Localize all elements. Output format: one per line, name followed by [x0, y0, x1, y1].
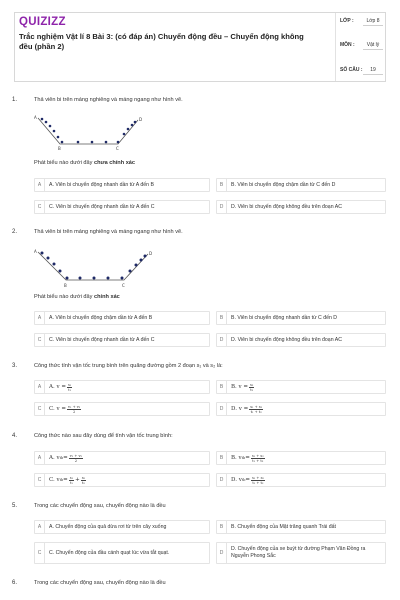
question-1-number: 1.: [12, 97, 18, 103]
formula-equals: =: [245, 476, 250, 483]
option-letter: B: [217, 179, 227, 191]
option-letter: D: [217, 403, 227, 415]
option-letter: A: [35, 521, 45, 533]
figure-label-d: D: [149, 251, 153, 256]
worksheet-header: [14, 12, 386, 82]
option-text: D. Viên bi chuyển động không đều trên đoạn AC: [231, 203, 342, 210]
formula-plus: +: [75, 476, 80, 483]
option-formula: [231, 474, 383, 486]
quizizz-logo: QUIZIZZ: [19, 16, 66, 28]
formula-lead: C. v: [49, 476, 60, 483]
question-5-option-c[interactable]: [34, 542, 210, 564]
meta-subject: [337, 41, 385, 59]
option-text: A. Chuyển động của quả dừa rơi từ trên cây xuống: [49, 523, 167, 530]
option-text: D. Viên bi chuyển động không đều trên đoạn AC: [231, 336, 342, 343]
option-letter: D: [217, 334, 227, 346]
option-text: B. Viên bi chuyển động nhanh dần từ C đến D: [231, 314, 338, 321]
option-text: B. Viên bi chuyển động chậm dần từ C đến D: [231, 181, 336, 188]
question-3-text: Công thức tính vận tốc trung bình trên quãng đường gồm 2 đoạn s₁ và s₂ là:: [34, 363, 223, 369]
option-letter: A: [35, 452, 45, 464]
formula-fraction: [249, 405, 263, 414]
formula-lead: B. v: [231, 454, 242, 461]
option-letter: C: [35, 474, 45, 486]
prompt-emphasis: chính xác: [93, 294, 120, 300]
question-4-option-c[interactable]: [34, 473, 210, 487]
option-text: C. Chuyển động của đầu cánh quạt lúc vừa tắt quạt.: [49, 549, 170, 556]
class-value: Lớp 8: [363, 18, 383, 26]
question-2-number: 2.: [12, 229, 18, 235]
option-letter: A: [35, 381, 45, 393]
figure-label-b: B: [58, 146, 61, 151]
formula-equals: =: [245, 454, 250, 461]
option-letter: B: [217, 521, 227, 533]
question-2-prompt: [34, 294, 120, 300]
figure-label-b: B: [64, 283, 67, 288]
formula-fraction: [69, 476, 74, 485]
count-value: 19: [363, 67, 383, 75]
formula-subscript: tb: [241, 477, 246, 482]
question-2-text: Thả viên bi trên máng nghiêng và máng ngang như hình vẽ.: [34, 229, 183, 235]
fraction-numerator: s₁ + s₂: [251, 453, 264, 458]
option-formula: [49, 452, 207, 464]
figure-label-d: D: [139, 117, 143, 122]
formula-subscript: tb: [241, 455, 246, 460]
prompt-emphasis: chưa chính xác: [93, 160, 136, 166]
option-letter: B: [217, 381, 227, 393]
question-4-option-d[interactable]: [216, 473, 386, 487]
question-4-option-a[interactable]: [34, 451, 210, 465]
question-3-number: 3.: [12, 363, 18, 369]
figure-label-a: A: [34, 249, 37, 254]
fraction-denominator: t₂: [250, 387, 254, 392]
fraction-numerator: v₁ + v₂: [69, 453, 82, 458]
question-5-option-d[interactable]: [216, 542, 386, 564]
fraction-denominator: t₁: [69, 480, 73, 485]
fraction-numerator: s₂: [250, 382, 254, 387]
formula-lead: A. v: [49, 454, 60, 461]
formula-fraction: [69, 454, 83, 463]
prompt-prefix: Phát biểu nào dưới đây: [34, 160, 94, 166]
question-1-figure: [32, 112, 144, 152]
question-2-option-b[interactable]: [216, 311, 386, 325]
question-5-number: 5.: [12, 503, 18, 509]
question-2-option-c[interactable]: [34, 333, 210, 347]
figure-label-a: A: [34, 115, 37, 120]
prompt-prefix: Phát biểu nào dưới đây: [34, 294, 94, 300]
formula-lead: A. v =: [49, 383, 66, 390]
ball-markers: [41, 252, 147, 280]
option-letter: D: [217, 543, 227, 563]
question-4-option-b[interactable]: [216, 451, 386, 465]
fraction-denominator: t₁: [68, 387, 72, 392]
fraction-denominator: t₂: [81, 480, 85, 485]
question-3-option-b[interactable]: [216, 380, 386, 394]
subject-value: Vật lý: [363, 42, 383, 50]
question-1-option-d[interactable]: [216, 200, 386, 214]
option-letter: C: [35, 334, 45, 346]
option-text: D. Chuyển động của xe buýt từ đường Phạm Văn Đồng ra Nguyễn Phong Sắc: [231, 546, 366, 559]
header-divider: [335, 13, 336, 81]
formula-lead: B. v =: [231, 383, 249, 390]
option-formula: [231, 381, 383, 393]
question-2-option-a[interactable]: [34, 311, 210, 325]
formula-lead: D. v: [231, 476, 242, 483]
option-letter: C: [35, 543, 45, 563]
formula-fraction: [251, 476, 265, 485]
incline-track: [38, 252, 148, 280]
option-text: C. Viên bi chuyển động nhanh dần từ A đến C: [49, 203, 155, 210]
worksheet-title: Trắc nghiệm Vật lí 8 Bài 3: (có đáp án) Chuyển động đều – Chuyển động không đều (phần 2): [19, 32, 304, 51]
formula-lead: D. v =: [231, 405, 249, 412]
formula-fraction: [249, 383, 254, 392]
question-5-option-a[interactable]: [34, 520, 210, 534]
question-4-text: Công thức nào sau đây dùng để tính vận tốc trung bình:: [34, 433, 173, 439]
option-letter: C: [35, 201, 45, 213]
option-letter: A: [35, 312, 45, 324]
question-1-option-c[interactable]: [34, 200, 210, 214]
question-3-option-a[interactable]: [34, 380, 210, 394]
question-1-option-b[interactable]: [216, 178, 386, 192]
question-1-text: Thả viên bi trên máng nghiêng và máng ngang như hình vẽ.: [34, 97, 183, 103]
question-1-option-a[interactable]: [34, 178, 210, 192]
question-1-prompt: [34, 160, 135, 166]
fraction-numerator: s₁ + s₂: [251, 475, 264, 480]
question-5-option-b[interactable]: [216, 520, 386, 534]
question-3-option-d[interactable]: [216, 402, 386, 416]
fraction-denominator: t₁ + t₂: [250, 409, 262, 414]
fraction-numerator: v₁ + v₂: [67, 404, 81, 409]
formula-lead: C. v =: [49, 405, 66, 412]
class-label: LỚP :: [340, 18, 354, 24]
option-formula: [231, 403, 383, 415]
meta-class: [337, 17, 385, 35]
option-letter: D: [217, 201, 227, 213]
question-6-number: 6.: [12, 580, 18, 586]
option-letter: A: [35, 179, 45, 191]
formula-fraction: [67, 383, 72, 392]
fraction-denominator: t₁ + t₂: [252, 458, 264, 463]
question-2-figure: [32, 246, 154, 288]
subject-label: MÔN :: [340, 42, 355, 48]
formula-subscript: tb: [59, 477, 64, 482]
formula-equals: =: [63, 454, 68, 461]
formula-fraction: [67, 405, 81, 414]
formula-equals: =: [63, 476, 68, 483]
question-4-number: 4.: [12, 433, 18, 439]
question-2-option-d[interactable]: [216, 333, 386, 347]
fraction-numerator: s₁ + s₂: [250, 404, 263, 409]
option-text: A. Viên bi chuyển động nhanh dần từ A đến B: [49, 181, 154, 188]
option-text: B. Chuyển động của Mặt trăng quanh Trái đất: [231, 523, 336, 530]
fraction-numerator: s₁: [69, 475, 74, 480]
option-text: C. Viên bi chuyển động nhanh dần từ A đến C: [49, 336, 155, 343]
figure-label-c: C: [116, 146, 119, 151]
fraction-denominator: 2: [72, 409, 76, 414]
formula-fraction-2: [81, 476, 86, 485]
formula-fraction: [251, 454, 265, 463]
option-formula: [49, 474, 207, 486]
fraction-numerator: s₂: [81, 475, 85, 480]
meta-count: [337, 66, 385, 76]
option-letter: D: [217, 474, 227, 486]
option-text: A. Viên bi chuyển động chậm dần từ A đến B: [49, 314, 153, 321]
question-3-option-c[interactable]: [34, 402, 210, 416]
option-formula: [231, 452, 383, 464]
option-letter: B: [217, 452, 227, 464]
fraction-denominator: t₁ + t₂: [252, 480, 264, 485]
option-formula: [49, 403, 207, 415]
fraction-denominator: 2: [74, 458, 77, 463]
count-label: SỐ CÂU :: [340, 67, 363, 73]
option-letter: C: [35, 403, 45, 415]
fraction-numerator: s₁: [67, 382, 72, 387]
formula-subscript: tb: [59, 455, 64, 460]
option-formula: [49, 381, 207, 393]
question-6-text: Trong các chuyển động sau, chuyển động nào là đều: [34, 580, 166, 586]
figure-label-c: C: [122, 283, 125, 288]
question-5-text: Trong các chuyển động sau, chuyển động nào là đều: [34, 503, 166, 509]
option-letter: B: [217, 312, 227, 324]
